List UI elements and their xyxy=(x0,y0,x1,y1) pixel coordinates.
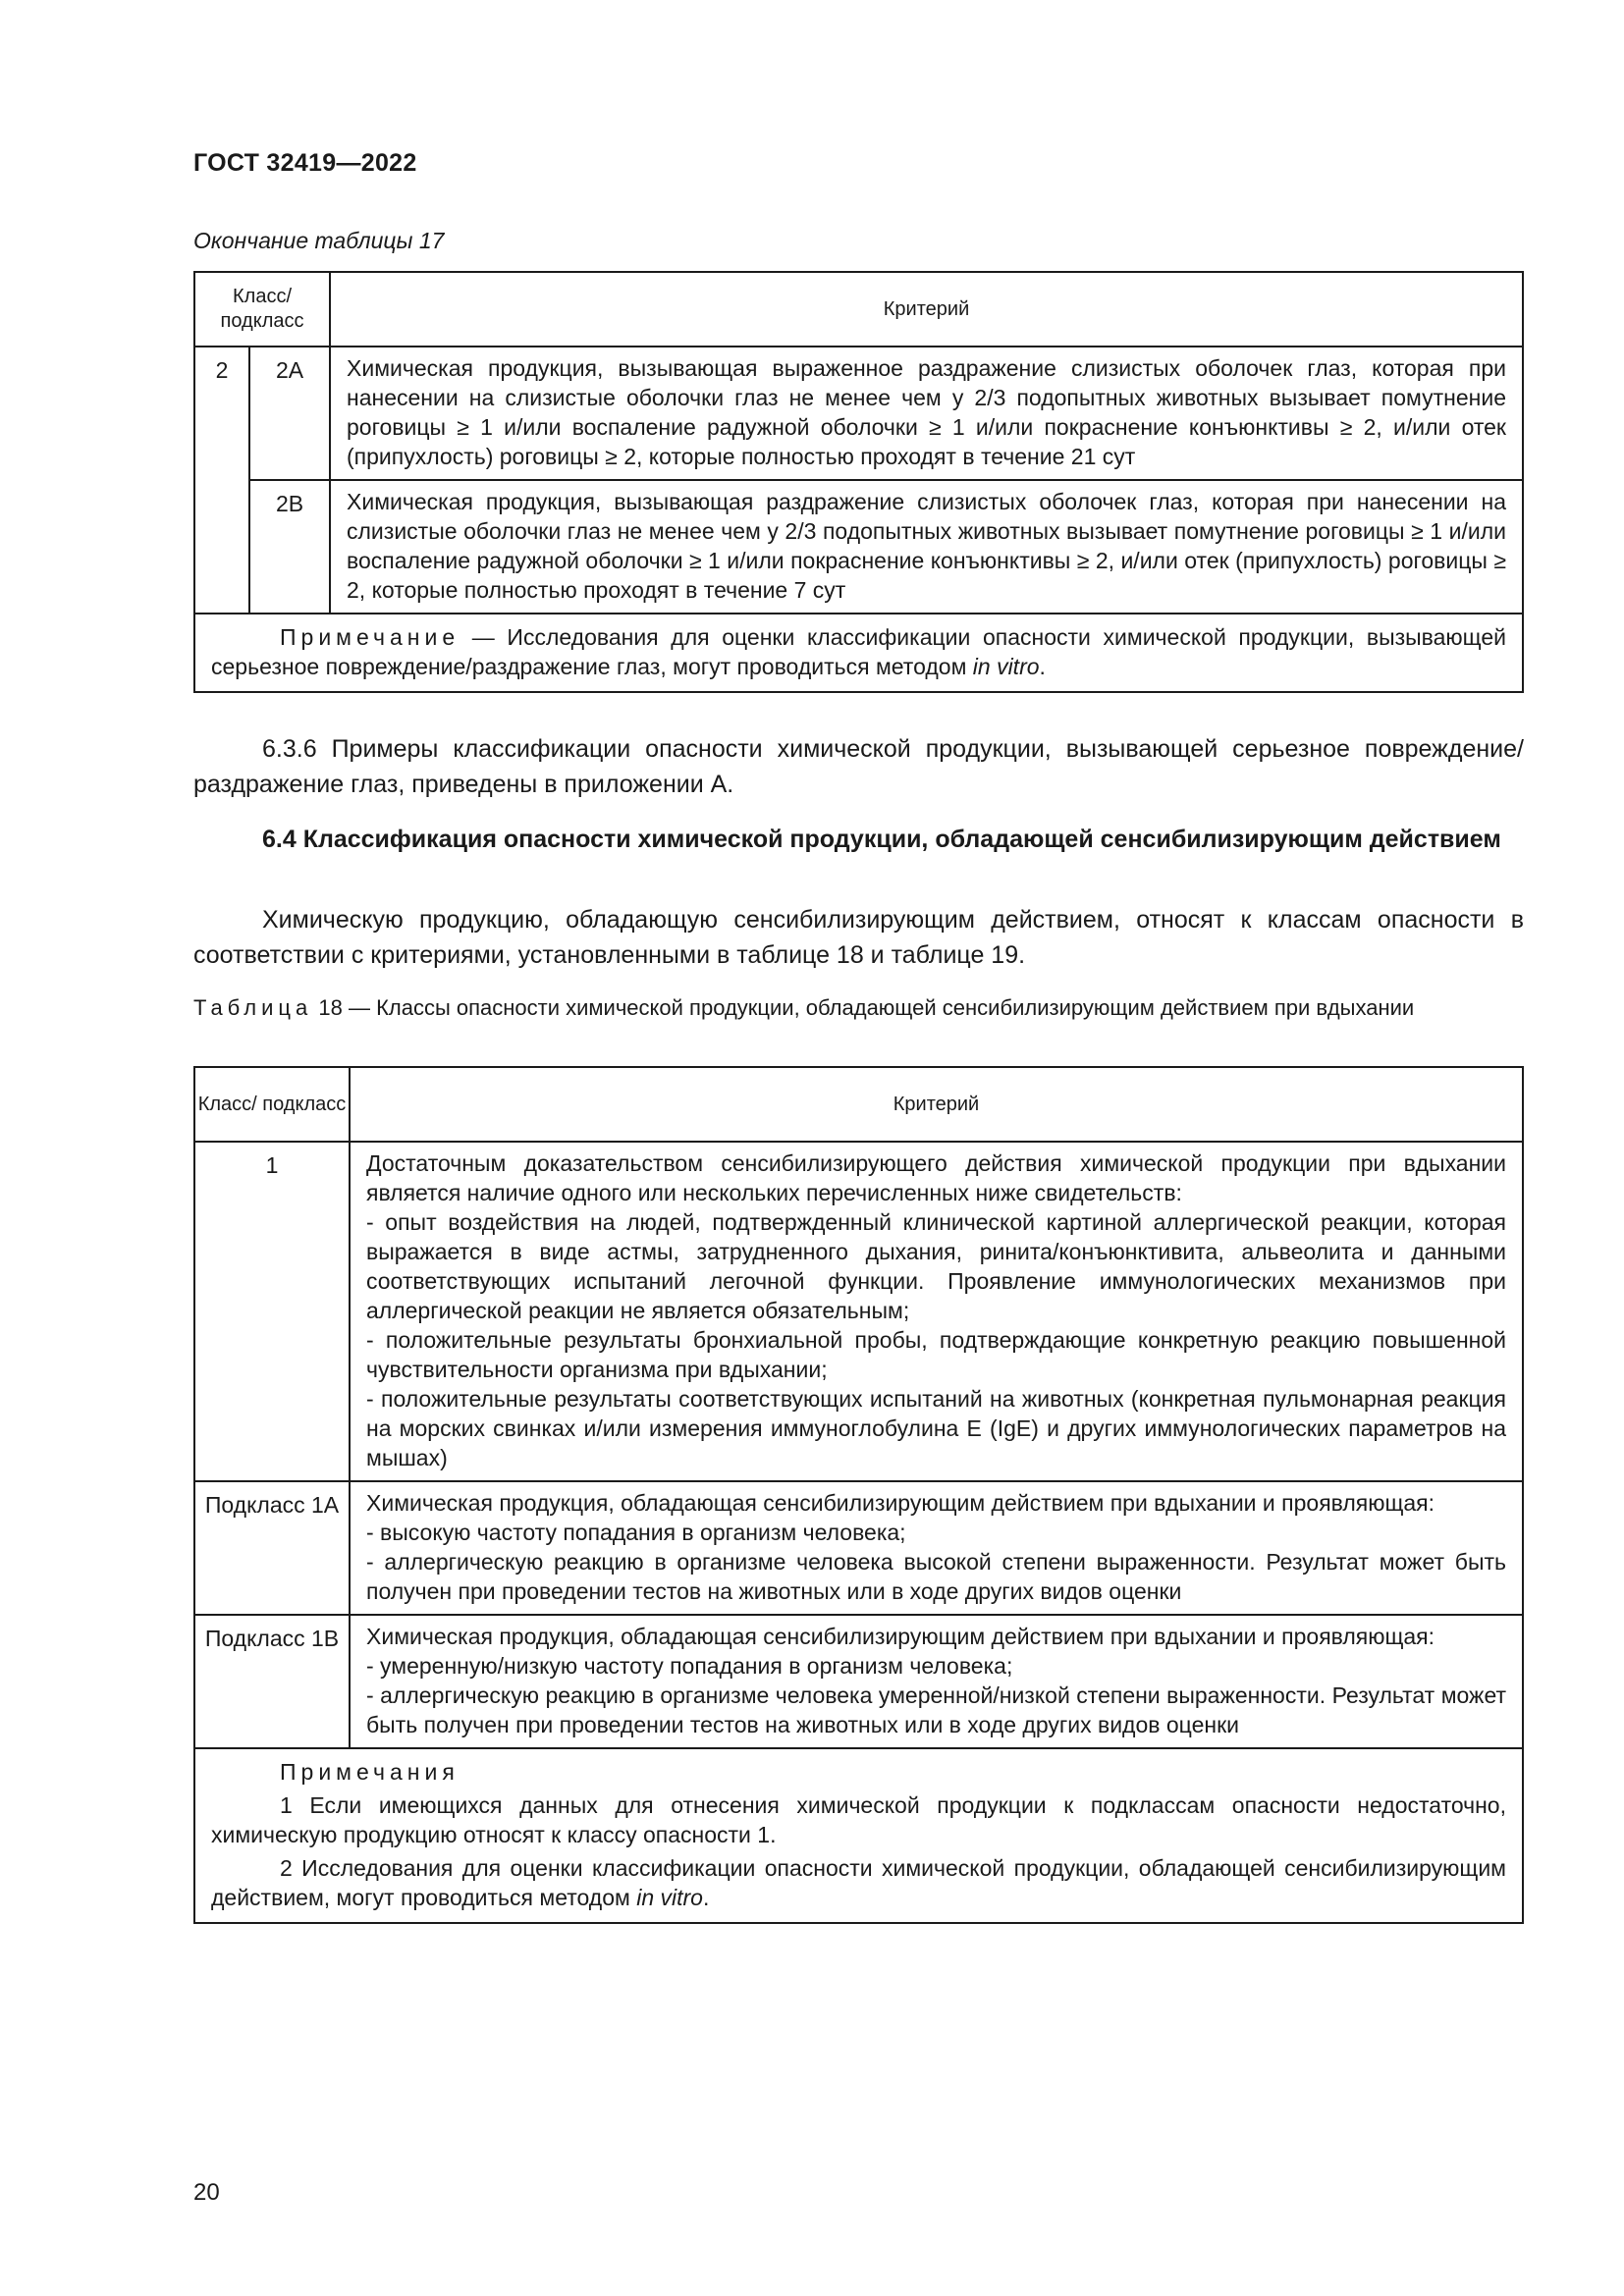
table-17 xyxy=(193,271,1524,693)
criterion-cell: Химическая продукция, вызывающая раздражение слизистых оболочек глаз, которая при нанесении на слизистые оболочки глаз не менее чем у 2/3 подопытных животных вызывает помутнение роговицы ≥ 1 и/или воспаление радужной оболочки ≥ 1 и/или покраснение конъюнктивы ≥ 2, и/или отек (припухлость) роговицы ≥ 2, которые полностью проходят в течение 7 сут xyxy=(330,480,1523,614)
table-row xyxy=(194,480,1523,614)
criterion-intro: Достаточным доказательством сенсибилизирующего действия химической продукции при вдыхании является наличие одного или нескольких перечисленных ниже свидетельств: xyxy=(366,1150,1506,1205)
criterion-bullet: - умеренную/низкую частоту попадания в организм человека; xyxy=(366,1653,1013,1679)
table-header-row xyxy=(194,1067,1523,1142)
table-note xyxy=(194,614,1523,692)
table-notes-row xyxy=(194,1748,1523,1923)
document-header: ГОСТ 32419—2022 xyxy=(193,149,417,177)
criterion-cell xyxy=(350,1615,1523,1748)
table-header-row xyxy=(194,272,1523,347)
class-cell: 2 xyxy=(194,347,249,614)
criterion-cell: Химическая продукция, вызывающая выраженное раздражение слизистых оболочек глаз, которая при нанесении на слизистые оболочки глаз не менее чем у 2/3 подопытных животных вызывает помутнение роговицы ≥ 1 и/или воспаление радужной оболочки ≥ 1 и/или покраснение конъюнктивы ≥ 2, и/или отек (припухлость) роговицы ≥ 2, которые полностью проходят в течение 21 сут xyxy=(330,347,1523,480)
column-header-criterion: Критерий xyxy=(330,272,1523,347)
caption-label: Таблица xyxy=(193,995,313,1020)
class-cell: 1 xyxy=(194,1142,350,1481)
note-end: . xyxy=(1039,654,1046,679)
criterion-cell xyxy=(350,1481,1523,1615)
table-notes xyxy=(194,1748,1523,1923)
paragraph-6-3-6: 6.3.6 Примеры классификации опасности химической продукции, вызывающей серьезное повреждение/раздражение глаз, приведены в приложении А. xyxy=(193,735,1524,798)
table18-caption xyxy=(193,995,1524,1021)
criterion-bullet: - положительные результаты бронхиальной пробы, подтверждающие конкретную реакцию повышенной чувствительности организма при вдыхании; xyxy=(366,1327,1506,1382)
page-number: 20 xyxy=(193,2179,220,2206)
criterion-bullet: - аллергическую реакцию в организме человека высокой степени выраженности. Результат может быть получен при проведении тестов на животных или в ходе других видов оценки xyxy=(366,1549,1506,1604)
criterion-cell xyxy=(350,1142,1523,1481)
criterion-bullet: - высокую частоту попадания в организм человека; xyxy=(366,1520,906,1545)
table-note-row xyxy=(194,614,1523,692)
column-header-class: Класс/ подкласс xyxy=(194,272,330,347)
class-cell: Подкласс 1В xyxy=(194,1615,350,1748)
criterion-bullet: - положительные результаты соответствующих испытаний на животных (конкретная пульмонарная реакция на морских свинках и/или измерения иммуноглобулина Е (IgE) и других иммунологических параметров на мышах) xyxy=(366,1386,1506,1470)
table-row xyxy=(194,1481,1523,1615)
table-row xyxy=(194,1142,1523,1481)
class-cell: Подкласс 1А xyxy=(194,1481,350,1615)
table17-caption: Окончание таблицы 17 xyxy=(193,228,445,253)
notes-title: Примечания xyxy=(280,1759,460,1785)
column-header-criterion: Критерий xyxy=(350,1067,1523,1142)
section-heading-6-4: 6.4 Классификация опасности химической продукции, обладающей сенсибилизирующим действием xyxy=(262,826,1501,853)
column-header-class: Класс/ подкласс xyxy=(194,1067,350,1142)
note-2 xyxy=(211,1853,1506,1912)
table-row xyxy=(194,1615,1523,1748)
note-text: — Исследования для оценки классификации опасности химической продукции, вызывающей серьезное повреждение/раздражение глаз, могут проводиться методом xyxy=(211,624,1506,679)
table-row xyxy=(194,347,1523,480)
criterion-intro: Химическая продукция, обладающая сенсибилизирующим действием при вдыхании и проявляющая: xyxy=(366,1490,1435,1516)
criterion-bullet: - опыт воздействия на людей, подтвержденный клинической картиной аллергической реакции, которая выражается в виде астмы, затрудненного дыхания, ринита/конъюнктивита, альвеолита и данными соответствующих испытаний легочной функции. Проявление иммунологических механизмов при аллергической реакции не является обязательным; xyxy=(366,1209,1506,1323)
note-1: 1 Если имеющихся данных для отнесения химической продукции к подклассам опасности недостаточно, химическую продукцию относят к классу опасности 1. xyxy=(211,1792,1506,1847)
criterion-intro: Химическая продукция, обладающая сенсибилизирующим действием при вдыхании и проявляющая: xyxy=(366,1624,1435,1649)
note-2-text: 2 Исследования для оценки классификации опасности химической продукции, обладающей сенсибилизирующим действием, могут проводиться методом xyxy=(211,1855,1506,1910)
subclass-cell: 2B xyxy=(249,480,330,614)
caption-text: 18 — Классы опасности химической продукции, обладающей сенсибилизирующим действием при вдыхании xyxy=(312,995,1415,1020)
note-italic: in vitro xyxy=(972,654,1040,679)
subclass-cell: 2A xyxy=(249,347,330,480)
criterion-bullet: - аллергическую реакцию в организме человека умеренной/низкой степени выраженности. Результат может быть получен при проведении тестов на животных или в ходе других видов оценки xyxy=(366,1682,1506,1737)
note-2-italic: in vitro xyxy=(636,1885,703,1910)
note-label: Примечание xyxy=(280,624,460,650)
paragraph-6-4: Химическую продукцию, обладающую сенсибилизирующим действием, относят к классам опасности в соответствии с критериями, установленными в таблице 18 и таблице 19. xyxy=(193,906,1524,969)
table-18 xyxy=(193,1066,1524,1924)
note-2-end: . xyxy=(702,1885,710,1910)
